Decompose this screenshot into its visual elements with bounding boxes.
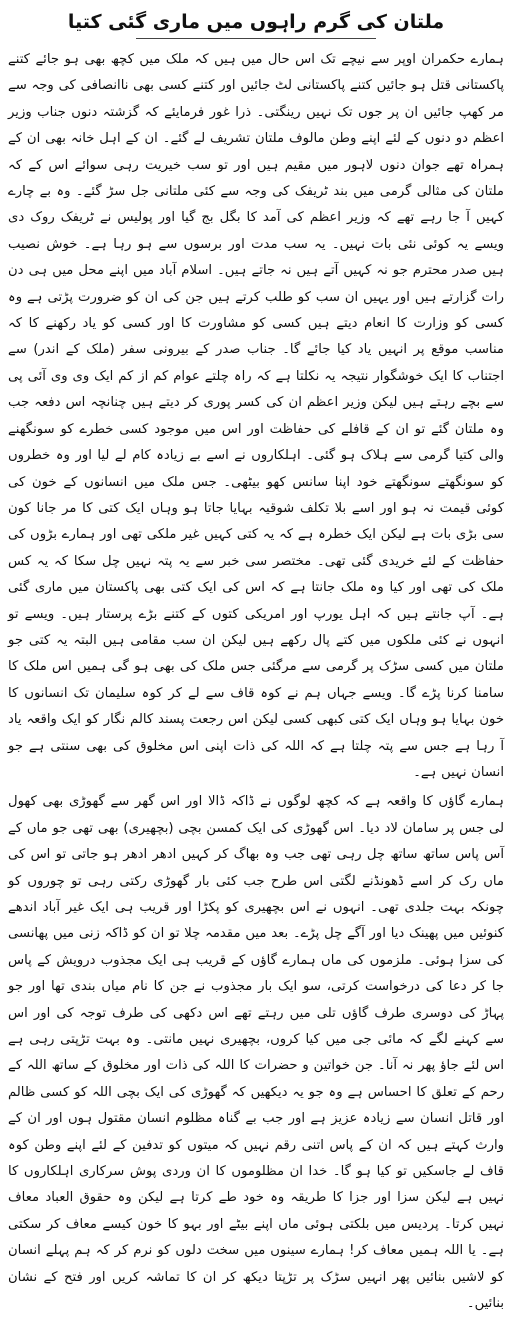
article-paragraph-2: ہمارے گاؤں کا واقعہ ہے کہ کچھ لوگوں نے ڈاکہ ڈالا اور اس گھر سے گھوڑی بھی کھول لی جس پر سامان لاد دیا۔ اس گھوڑی کی ایک کمسن بچی (بچھیری) بھی تھی جو ماں کے آس پاس ساتھ ساتھ چل رہی تھی جب وہ بھاگ کر کہیں ادھر ادھر ہو جاتی تو اس کی ماں رک کر اسے ڈھونڈنے لگتی اس طرح جب کئی بار گھوڑی رکتی رہی تو چوروں کو چونکہ بہت جلدی تھی۔ انہوں نے اس بچھیری کو پکڑا اور قریب ہی ایک غیر آباد اندھے کنوئیں میں پھینک دیا اور آگے چل پڑے۔ بعد میں مقدمہ چلا تو ان کو ڈاکہ زنی میں پھانسی کی سزا ہوئی۔ ملزموں کی ماں ہمارے گاؤں کے قریب ہی ایک مجذوب درویش کے پاس جا کر دعا کی درخواست کرتی، سو ایک بار مجذوب نے جن کا نام میاں بندی تھا اور جو پہاڑ کی دوسری طرف گاؤں تلی میں رہتے تھے اس دکھی کی طرف توجہ کی اور اس سے کہنے لگے کہ مائی جی میں کیا کروں، بچھیری نہیں مانتی۔ وہ بہت تڑپتی رہی ہے اس لئے جاؤ پھر نہ آنا۔ جن خواتین و حضرات کا اللہ کی ذات اور مخلوق کے ساتھ اللہ کے رحم کے تعلق کا احساس ہے وہ جو یہ دیکھیں کہ گھوڑی کی ایک بچی اللہ کو کسی ظالم اور قاتل انسان سے زیادہ عزیز ہے اور جب بے گناہ مظلوم انسان مقتول ہوں اور ان کے وارث کہتے ہیں کہ ان کے پاس اتنی رقم نہیں کہ میتوں کو تدفین کے لئے اپنے وطن کوہ قاف لے جاسکیں تو کیا ہو گا۔ خدا ان مظلوموں کا ان وردی پوش سرکاری اہلکاروں کا نہیں ہے لیکن سزا اور جزا کا طریقہ وہ خود طے کرتا ہے لیکن وہ حقوق العباد معاف نہیں کرتا۔ پردیس میں بلکتی ہوئی ماں اپنے بیٹے اور بہو کا خون کیسے معاف کر سکتی ہے۔ یا اللہ ہمیں معاف کر! ہمارے سینوں میں سخت دلوں کو نرم کر کہ ہم پہلے انسان کو لاشیں بنائیں پھر انہیں سڑک پر تڑپتا دیکھ کر ان کا تماشہ کریں اور فتح کے نشان بنائیں۔ [8,794,504,1312]
article-paragraph-1: ہمارے حکمران اوپر سے نیچے تک اس حال میں ہیں کہ ملک میں کچھ بھی ہو جائے کتنے پاکستانی قتل ہو جائیں کتنے پاکستانی لٹ جائیں اور کتنے کسی بھی ناانصافی کی وجہ سے مر کھپ جائیں ان پر جوں تک نہیں رینگتی۔ ذرا غور فرمایئے کہ گزشتہ دنوں جناب وزیر اعظم دو دنوں کے لئے اپنے وطن مالوف ملتان تشریف لے گئے۔ ان کے اہل خانہ بھی ان کے ہمراہ تھے جوان دنوں لاہور میں مقیم ہیں اور تو سب خیریت رہی سوائے اس کے کہ ملتان کی مثالی گرمی میں بند ٹریفک کی وجہ سے کئی ملتانی جل سڑ گئے۔ وہ بے چارے کہیں آ جا رہے تھے کہ وزیر اعظم کی آمد کا بگل بج گیا اور پولیس نے ٹریفک روک دی ویسے یہ کوئی نئی بات نہیں۔ یہ سب مدت اور برسوں سے ہو رہا ہے۔ خوش نصیب ہیں صدر محترم جو نہ کہیں آتے ہیں نہ جاتے ہیں۔ اسلام آباد میں اپنے محل میں ہی دن رات گزارتے ہیں اور یہیں ان سب کو طلب کرتے ہیں جن کی ان کو ضرورت پڑتی ہے وہ کسی کو وزارت کا انعام دیتے ہیں کسی کو مشاورت کا اور کسی کو یاد رکھنے کا کہ مناسب موقع پر انہیں یاد کیا جائے گا۔ جناب صدر کے بیرونی سفر (ملک کے اندر) سے اجتناب کا ایک خوشگوار نتیجہ یہ نکلتا ہے کہ راہ چلتے عوام کم از کم ایک وی وی آئی پی سے بچے رہتے ہیں لیکن وزیر اعظم ان کی کسر پوری کر دیتے ہیں چنانچہ اس دفعہ جب وہ ملتان گئے تو ان کے قافلے کی حفاظت اور اس میں موجود کسی خطرے کو سونگھنے والی کتیا گرمی سے ہلاک ہو گئی۔ اہلکاروں نے اسے بے زیادہ کام لے لیا اور وہ خطروں کو سونگھتے سونگھتے خود اپنا سانس کھو بیٹھی۔ جس ملک میں انسانوں کے خون کی کوئی قیمت نہ ہو اور اسے بلا تکلف شوقیہ بہایا جاتا ہو وہاں ایک کتی کا مر جانا کون سی بڑی بات ہے لیکن ایک خطرہ ہے کہ یہ کتی کہیں غیر ملکی تھی اور ہمارے بڑوں کی حفاظت کے لئے خریدی گئی تھی۔ مختصر سی خبر سے یہ پتہ نہیں چل سکا کہ یہ کس ملک کی تھی اور کیا وہ ملک جانتا ہے کہ اس کی ایک کتی بھی پاکستان میں ماری گئی ہے۔ آپ جانتے ہیں کہ اہل یورپ اور امریکی کتوں کے کتنے بڑے پرستار ہیں۔ ویسے تو انہوں نے کئی ملکوں میں کتے پال رکھے ہیں لیکن ان سب مقامی ہیں البتہ یہ کتی جو ملتان میں کسی سڑک پر گرمی سے مرگئی جس ملک کی بھی ہو گی ہمیں اس ملک کا سامنا کرنا پڑے گا۔ ویسے جہاں ہم نے کوہ قاف سے لے کر کوہ سلیمان تک انسانوں کا خون بہایا ہو وہاں ایک کتی کبھی کسی لیکن اس رجعت پسند کالم نگار کو ایک واقعہ یاد آ رہا ہے جس سے پتہ چلتا ہے کہ اللہ کی ذات اپنی اس مخلوق کی بھی سنتی ہے جو انسان نہیں ہے۔ [8,52,504,780]
article-title: ملتان کی گرم راہوں میں ماری گئی کتیا [67,11,445,33]
title-underline [136,38,376,39]
